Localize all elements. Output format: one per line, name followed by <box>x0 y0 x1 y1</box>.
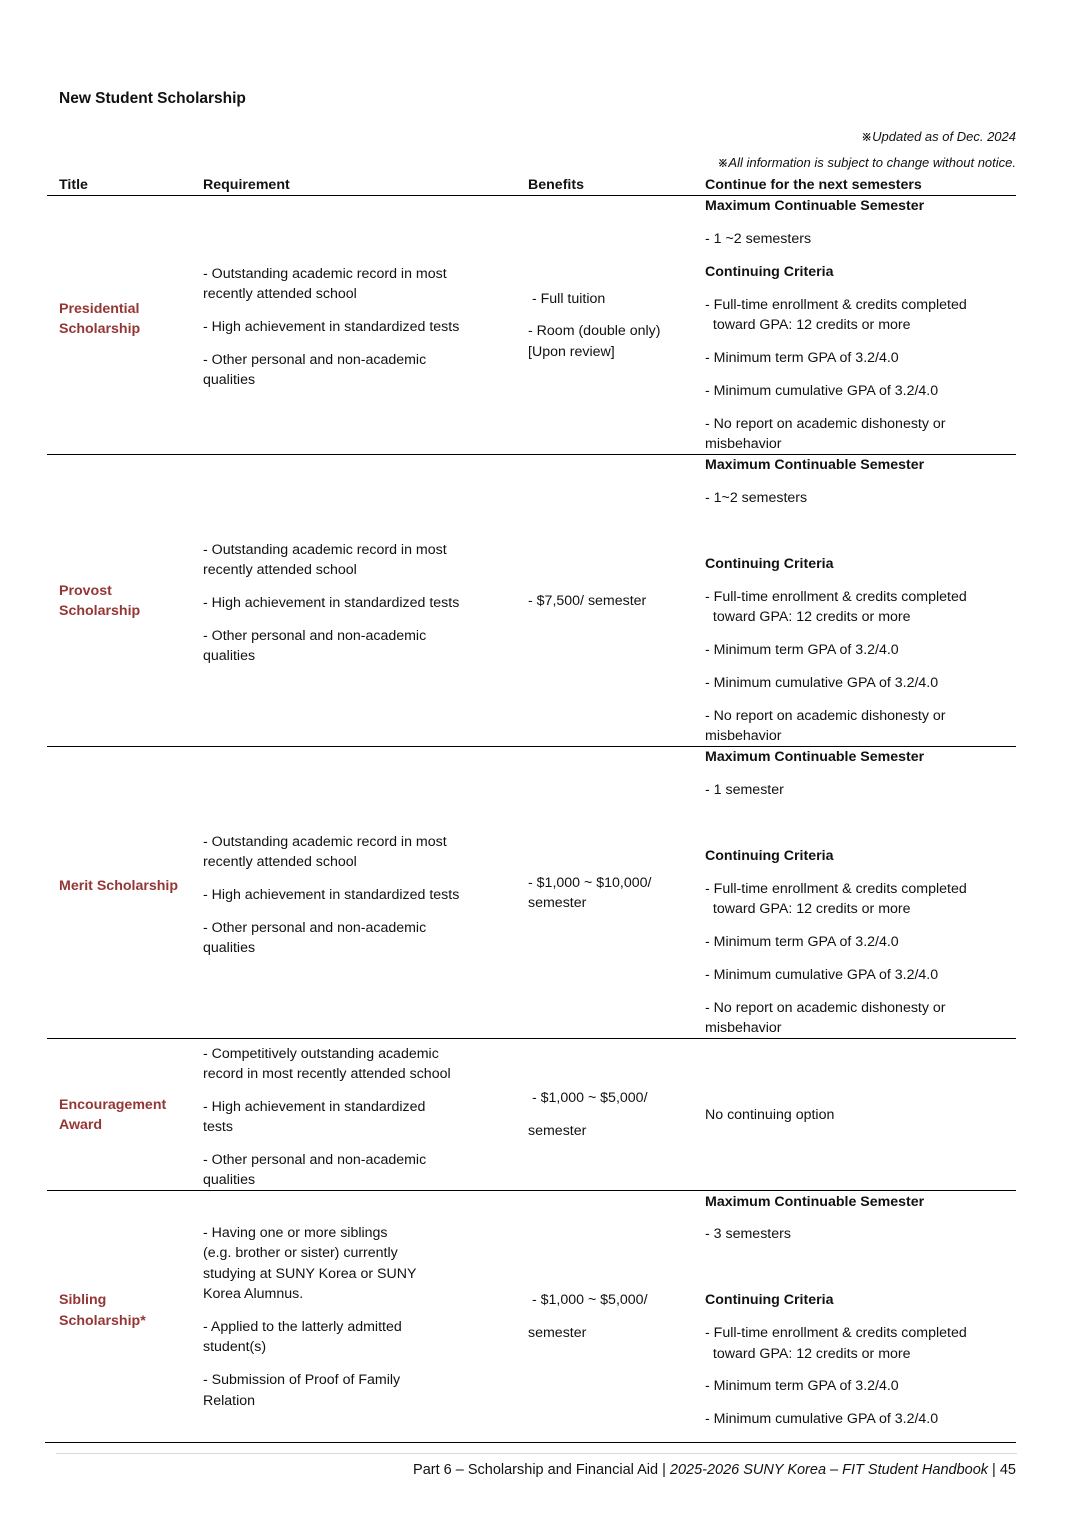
max-semester-heading: Maximum Continuable Semester <box>705 1194 925 1210</box>
section-title: New Student Scholarship <box>59 90 246 107</box>
max-semester-heading: Maximum Continuable Semester <box>705 749 925 765</box>
requirement-item: - High achievement in standardized tests <box>203 595 460 611</box>
criteria-heading: Continuing Criteria <box>705 264 834 280</box>
requirement-item: - Other personal and non-academic <box>203 1152 427 1168</box>
criteria-item: toward GPA: 12 credits or more <box>705 609 911 625</box>
benefit-item: semester <box>528 1325 587 1341</box>
criteria-heading: Continuing Criteria <box>705 848 834 864</box>
criteria-item: - Minimum cumulative GPA of 3.2/4.0 <box>705 383 939 399</box>
row-title: Encouragement <box>59 1097 167 1113</box>
footer-handbook-title: 2025-2026 SUNY Korea – FIT Student Handbook <box>669 1462 989 1478</box>
max-semester-value: - 3 semesters <box>705 1226 791 1242</box>
criteria-item: - No report on academic dishonesty or <box>705 416 946 432</box>
requirement-item: - High achievement in standardized tests <box>203 319 460 335</box>
requirement-item: Korea Alumnus. <box>203 1286 304 1302</box>
requirement-item: - Outstanding academic record in most <box>203 266 447 282</box>
criteria-item: - No report on academic dishonesty or <box>705 708 946 724</box>
max-semester-heading: Maximum Continuable Semester <box>705 198 925 214</box>
criteria-item: toward GPA: 12 credits or more <box>705 317 911 333</box>
table-bottom-border <box>45 1442 1016 1443</box>
row-title: Sibling <box>59 1292 107 1308</box>
requirement-item: (e.g. brother or sister) currently <box>203 1245 398 1261</box>
requirement-item: - High achievement in standardized tests <box>203 887 460 903</box>
criteria-item: - Minimum term GPA of 3.2/4.0 <box>705 642 899 658</box>
criteria-item: - Minimum term GPA of 3.2/4.0 <box>705 1378 899 1394</box>
criteria-item: toward GPA: 12 credits or more <box>705 1346 911 1362</box>
requirement-item: Relation <box>203 1393 256 1409</box>
requirement-item: qualities <box>203 940 256 956</box>
benefit-item: - $1,000 ~ $5,000/ <box>528 1292 648 1308</box>
requirement-item: - Having one or more siblings <box>203 1225 388 1241</box>
requirement-item: - Other personal and non-academic <box>203 352 427 368</box>
benefit-item: - $1,000 ~ $5,000/ <box>528 1090 648 1106</box>
benefit-item: semester <box>528 1123 587 1139</box>
column-header-benefits: Benefits <box>528 177 584 193</box>
max-semester-value: - 1~2 semesters <box>705 490 808 506</box>
requirement-item: record in most recently attended school <box>203 1066 451 1082</box>
no-continuing-option: No continuing option <box>705 1107 835 1123</box>
criteria-item: - Full-time enrollment & credits completed <box>705 297 967 313</box>
footer-separator: | <box>988 1462 1000 1478</box>
updated-note: ※Updated as of Dec. 2024 <box>861 129 1016 144</box>
requirement-item: - Other personal and non-academic <box>203 920 427 936</box>
row-title: Presidential <box>59 301 140 317</box>
criteria-item: - Full-time enrollment & credits completed <box>705 1325 967 1341</box>
criteria-item: - Full-time enrollment & credits completed <box>705 881 967 897</box>
requirement-item: - Applied to the latterly admitted <box>203 1319 402 1335</box>
max-semester-value: - 1 semester <box>705 782 784 798</box>
max-semester-heading: Maximum Continuable Semester <box>705 457 925 473</box>
criteria-item: misbehavior <box>705 1020 782 1036</box>
row-title: Merit Scholarship <box>59 878 179 894</box>
criteria-item: - Minimum cumulative GPA of 3.2/4.0 <box>705 967 939 983</box>
criteria-item: - Minimum cumulative GPA of 3.2/4.0 <box>705 675 939 691</box>
disclaimer-note: ※All information is subject to change without notice. <box>717 155 1016 170</box>
requirement-item: - Submission of Proof of Family <box>203 1372 401 1388</box>
benefit-item: [Upon review] <box>528 344 615 360</box>
requirement-item: qualities <box>203 372 256 388</box>
criteria-item: - No report on academic dishonesty or <box>705 1000 946 1016</box>
benefit-item: - $1,000 ~ $10,000/ <box>528 875 652 891</box>
row-divider <box>47 1038 1016 1039</box>
requirement-item: recently attended school <box>203 854 357 870</box>
requirement-item: - Competitively outstanding academic <box>203 1046 439 1062</box>
criteria-item: misbehavior <box>705 436 782 452</box>
criteria-item: - Minimum term GPA of 3.2/4.0 <box>705 350 899 366</box>
requirement-item: qualities <box>203 648 256 664</box>
row-title: Scholarship <box>59 603 141 619</box>
criteria-heading: Continuing Criteria <box>705 1292 834 1308</box>
requirement-item: recently attended school <box>203 562 357 578</box>
requirement-item: tests <box>203 1119 233 1135</box>
criteria-item: - Full-time enrollment & credits completed <box>705 589 967 605</box>
page-number: 45 <box>999 1462 1016 1478</box>
row-divider <box>47 1190 1016 1191</box>
footer-divider <box>56 1453 1017 1454</box>
criteria-item: toward GPA: 12 credits or more <box>705 901 911 917</box>
requirement-item: recently attended school <box>203 286 357 302</box>
requirement-item: - Other personal and non-academic <box>203 628 427 644</box>
requirement-item: - High achievement in standardized <box>203 1099 426 1115</box>
footer-part: Part 6 – Scholarship and Financial Aid | <box>413 1462 670 1478</box>
benefit-item: - Room (double only) <box>528 323 661 339</box>
benefit-item: - Full tuition <box>528 291 606 307</box>
requirement-item: - Outstanding academic record in most <box>203 542 447 558</box>
requirement-item: studying at SUNY Korea or SUNY <box>203 1266 417 1282</box>
page-footer <box>413 1460 1016 1480</box>
column-header-title: Title <box>59 177 88 193</box>
row-title: Provost <box>59 583 112 599</box>
criteria-item: - Minimum cumulative GPA of 3.2/4.0 <box>705 1411 939 1427</box>
column-header-requirement: Requirement <box>203 177 290 193</box>
requirement-item: qualities <box>203 1172 256 1188</box>
column-header-continue: Continue for the next semesters <box>705 177 922 193</box>
row-title: Scholarship* <box>59 1313 146 1329</box>
criteria-heading: Continuing Criteria <box>705 556 834 572</box>
requirement-item: - Outstanding academic record in most <box>203 834 447 850</box>
requirement-item: student(s) <box>203 1339 267 1355</box>
max-semester-value: - 1 ~2 semesters <box>705 231 812 247</box>
benefit-item: semester <box>528 895 587 911</box>
benefit-item: - $7,500/ semester <box>528 593 647 609</box>
criteria-item: - Minimum term GPA of 3.2/4.0 <box>705 934 899 950</box>
criteria-item: misbehavior <box>705 728 782 744</box>
row-title: Award <box>59 1117 103 1133</box>
row-title: Scholarship <box>59 321 141 337</box>
